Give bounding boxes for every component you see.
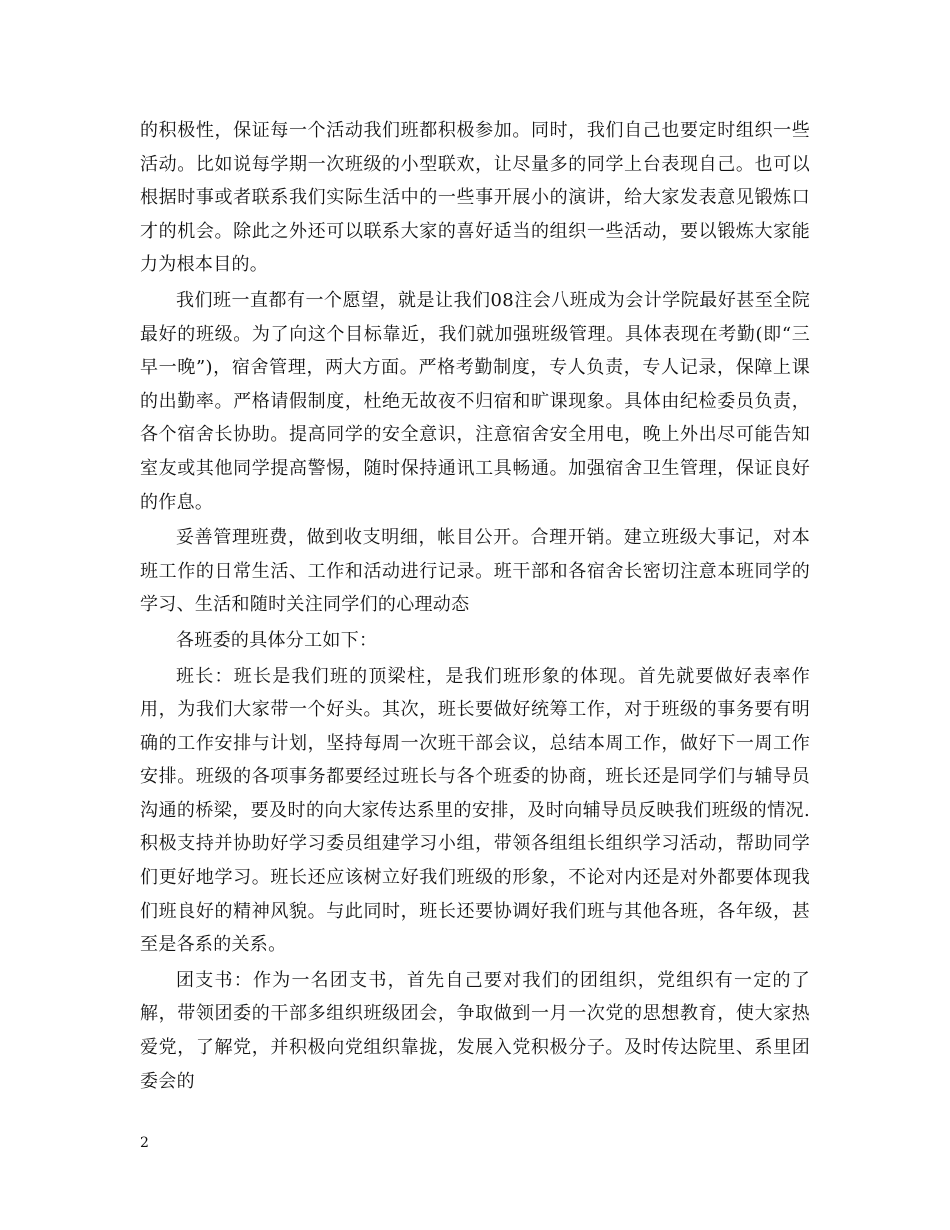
paragraph-3: 妥善管理班费，做到收支明细，帐目公开。合理开销。建立班级大事记，对本班工作的日常生活、工作和活动进行记录。班干部和各宿舍长密切注意本班同学的学习、生活和随时关注同学们的心理动态: [140, 527, 810, 616]
paragraph-1: 的积极性，保证每一个活动我们班都积极参加。同时，我们自己也要定时组织一些活动。比如说每学期一次班级的小型联欢，让尽量多的同学上台表现自己。也可以根据时事或者联系我们实际生活中的一些事开展小的演讲，给大家发表意见锻炼口才的机会。除此之外还可以联系大家的喜好适当的组织一些活动，要以锻炼大家能力为根本目的。: [140, 120, 810, 276]
paragraph-4: 各班委的具体分工如下：: [176, 629, 378, 651]
paragraph-2: 我们班一直都有一个愿望，就是让我们08注会八班成为会计学院最好甚至全院最好的班级。为了向这个目标靠近，我们就加强班级管理。具体表现在考勤(即“三早一晚”)，宿舍管理，两大方面。严格考勤制度，专人负责，专人记录，保障上课的出勤率。严格请假制度，杜绝无故夜不归宿和旷课现象。具体由纪检委员负责，各个宿舍长协助。提高同学的安全意识，注意宿舍安全用电，晚上外出尽可能告知室友或其他同学提高警惕，随时保持通讯工具畅通。加强宿舍卫生管理，保证良好的作息。: [140, 289, 810, 513]
page-number: 2: [140, 1135, 149, 1151]
document-body: [140, 114, 810, 1100]
paragraph-5: 班长：班长是我们班的顶梁柱，是我们班形象的体现。首先就要做好表率作用，为我们大家带一个好头。其次，班长要做好统筹工作，对于班级的事务要有明确的工作安排与计划，坚持每周一次班干部会议，总结本周工作，做好下一周工作安排。班级的各项事务都要经过班长与各个班委的协商，班长还是同学们与辅导员沟通的桥梁，要及时的向大家传达系里的安排，及时向辅导员反映我们班级的情况.积极支持并协助好学习委员组建学习小组，带领各组组长组织学习活动，帮助同学们更好地学习。班长还应该树立好我们班级的形象，不论对内还是对外都要体现我们班良好的精神风貌。与此同时，班长还要协调好我们班与其他各班，各年级，甚至是各系的关系。: [140, 665, 810, 956]
paragraph-6: 团支书：作为一名团支书，首先自己要对我们的团组织，党组织有一定的了解，带领团委的干部多组织班级团会，争取做到一月一次党的思想教育，使大家热爱党，了解党，并积极向党组织靠拢，发展入党积极分子。及时传达院里、系里团委会的: [140, 969, 810, 1092]
